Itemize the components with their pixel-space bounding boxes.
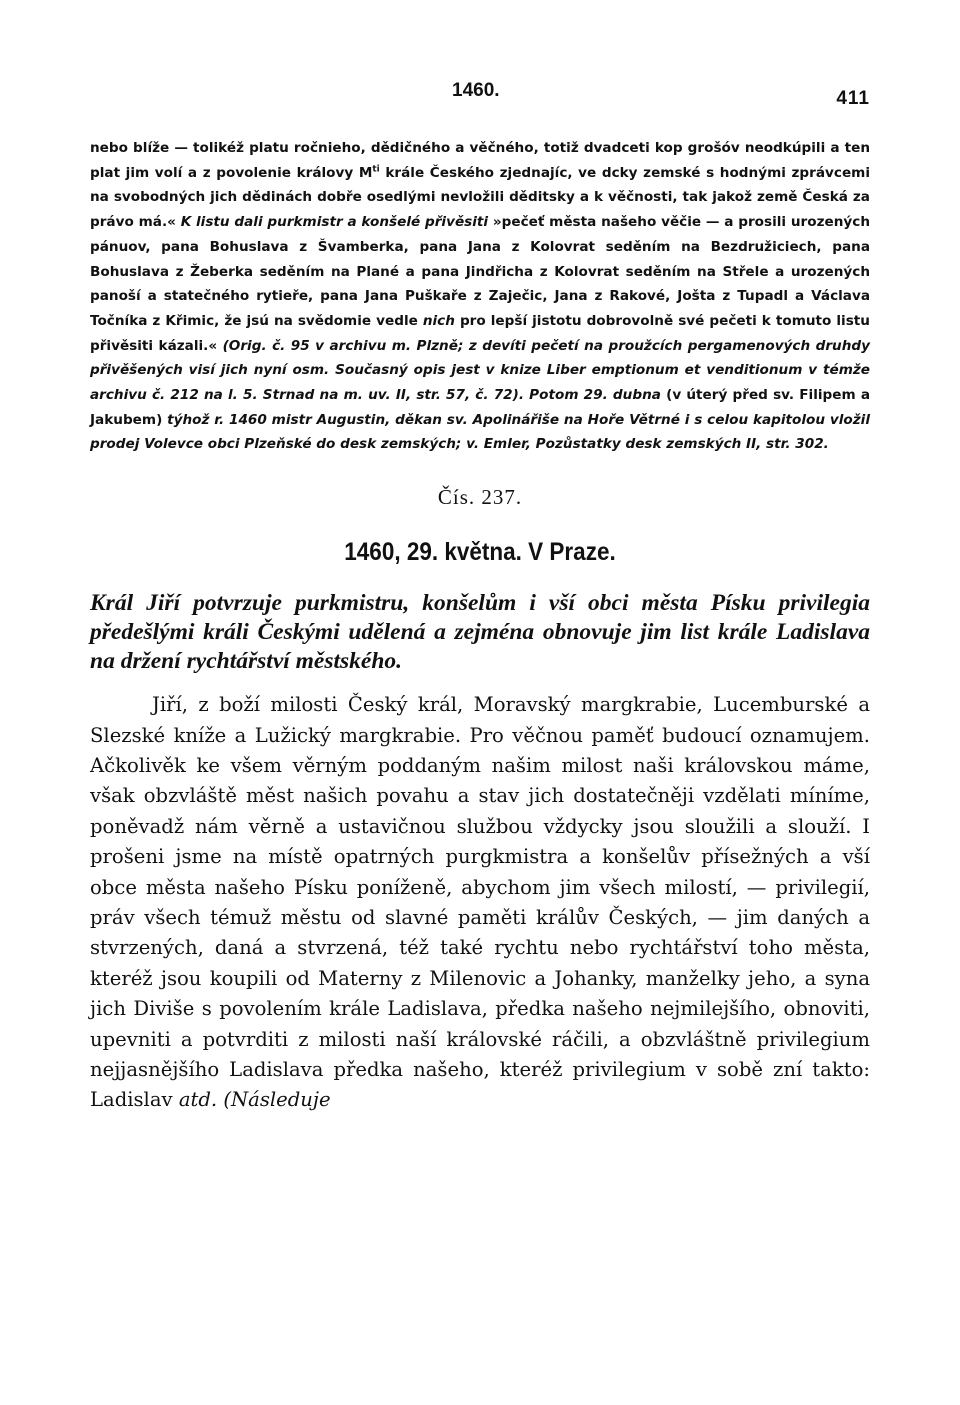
header-year: 1460.	[452, 80, 500, 101]
note-superscript: ti	[372, 164, 380, 175]
document-body	[90, 690, 870, 1116]
document-number: Čís. 237.	[437, 485, 523, 510]
body-text: Jiří, z boží milosti Český král, Moravský margkrabie, Lucemburské a Slezské kníže a Lužický margkrabie. Pro věčnou paměť budoucí oznamujem. Ačkolivěk ke všem věrným poddaným našim milost naši královskou máme, však obzvláště měst našich povahu a stav jich dostatečněji vzdělati míníme, poněvadž nám věrně a ustavičnou službou vždycky jsou sloužili a slouží. I prošeni jsme na místě opatrných purgkmistra a konšelův přísežných a vší obce města našeho Písku poníženě, abychom jim všech milostí, — privilegií, práv všech témuž městu od slavné paměti králův Českých, — jim daných a stvrzených, daná a stvrzená, též také rychtu nebo rychtářství toho města, kteréž jsou koupili od Materny z Milenovic a Johanky, manželky jeho, a syna jich Diviše s povolením krále Ladislava, předka našeho nejmilejšího, obnoviti, upevniti a potvrditi z milosti naší královské ráčili, a obzvláštně privilegium nejjasnějšího Ladislava předka našeho, kteréž privilegium v sobě zní takto: Ladislav	[90, 693, 870, 1112]
note-text: pro lepší jistotu dobrovolně své pečeti k tomuto listu přivěsiti kázali.«	[90, 312, 870, 354]
note-italic-text: nich	[422, 312, 455, 329]
page-number: 411	[836, 88, 870, 109]
note-italic-text: K listu dali purkmistr a konšelé přivěsiti	[180, 214, 489, 231]
document-summary: Král Jiří potvrzuje purkmistru, konšelům i vší obci města Písku privilegia předešlými králi Českými udělená a zejména obnovuje jim list krále Ladislava na držení rychtářství městského.	[90, 590, 870, 675]
note-text: »pečeť města našeho věčie — a prosili urozených pánuov, pana Bohuslava z Švamberka, pana Jana z Kolovrat seděním na Bezdružiciech, pana Bohuslava z Žeberka seděním na Plané a pana Jindřicha z Kolovrat seděním na Střele a urozených panoší a statečného rytieře, pana Jana Puškaře z Zaječic, Jana z Rakové, Jošta z Tupadl a Václava Točníka z Křimic, že jsú na svědomie vedle	[90, 214, 871, 329]
running-header	[90, 70, 870, 114]
note-text: (v úterý před sv. Filipem a Jakubem)	[90, 387, 870, 428]
note-italic-text: týhož r. 1460 mistr Augustin, děkan sv. Apolinářiše na Hoře Větrné i s celou kapitolou vložil prodej Volevce obci Plzeňské do desk zemských; v. Emler, Pozůstatky desk zemských II, str. 302.	[90, 411, 870, 453]
body-italic-text: (Následuje	[217, 1088, 331, 1112]
note-text: krále Českého zjednajíc, ve dcky zemské s hodnými zprávcemi na svobodných jich dědinách dobře osedlými nevložili děditsky a k věčnosti, tak jakož země Česká za právo má.«	[90, 164, 870, 231]
document-date-place: 1460, 29. května. V Praze.	[344, 538, 616, 567]
body-italic-text: atd.	[178, 1088, 218, 1112]
note-text: nebo blíže — tolikéž platu ročnieho, dědičného a věčného, totiž dvadceti kop grošóv neodkúpili a ten plat jim volí a z povolenie královy M	[90, 140, 870, 181]
editorial-note	[90, 136, 870, 457]
note-italic-text: (Orig. č. 95 v archivu m. Plzně; z devíti pečetí na proužcích pergamenových druhdy přivěšených visí jich nyní osm. Současný opis jest v knize Liber emptionum et venditionum v témže archivu č. 212 na l. 5. Strnad na m. uv. II, str. 57, č. 72). Potom 29. dubna	[90, 337, 870, 404]
page	[90, 70, 870, 1116]
